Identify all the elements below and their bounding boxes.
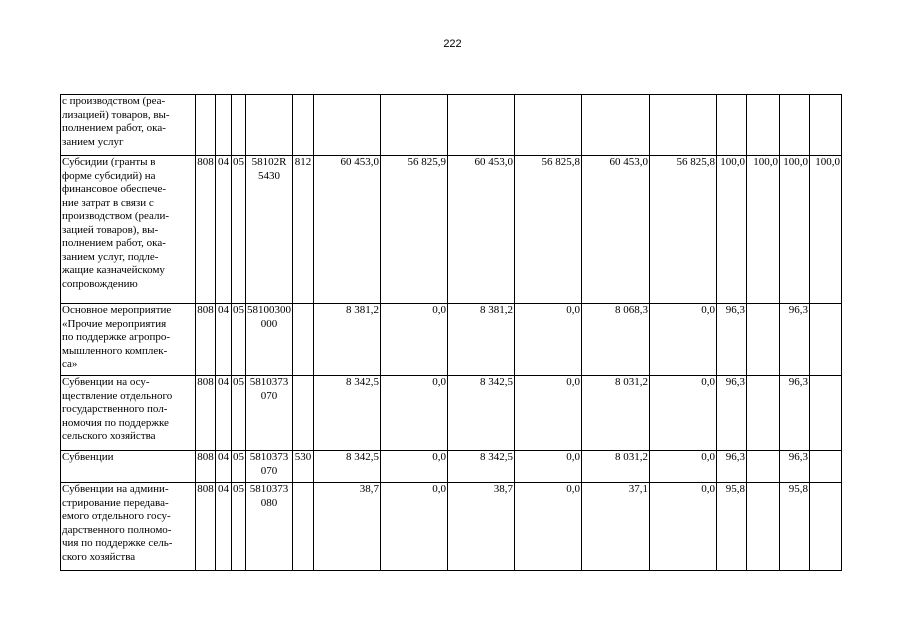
percent-cell	[747, 376, 780, 451]
section-code: 04	[216, 451, 232, 483]
value-cell: 8 031,2	[582, 451, 650, 483]
percent-cell: 96,3	[780, 376, 810, 451]
grbs-code: 808	[196, 483, 216, 571]
grbs-code	[196, 95, 216, 156]
value-cell: 0,0	[515, 451, 582, 483]
section-code: 04	[216, 483, 232, 571]
target-article-code: 5810373 070	[246, 376, 293, 451]
section-code: 04	[216, 376, 232, 451]
value-cell: 0,0	[515, 304, 582, 376]
percent-cell: 100,0	[810, 156, 842, 304]
value-cell: 0,0	[650, 451, 717, 483]
row-name: с производством (реа- лизацией) товаров, вы- полнением работ, ока- занием услуг	[61, 95, 196, 156]
row-name: Субсидии (гранты в форме субсидий) на финансовое обеспече- ние затрат в связи с производством (реали- зацией товаров), вы- полнением работ, ока- занием услуг, подле- жащие казначейскому сопровождению	[61, 156, 196, 304]
value-cell: 8 031,2	[582, 376, 650, 451]
value-cell: 38,7	[314, 483, 381, 571]
grbs-code: 808	[196, 304, 216, 376]
table-row	[61, 95, 842, 156]
percent-cell	[810, 483, 842, 571]
value-cell: 0,0	[515, 376, 582, 451]
value-cell: 60 453,0	[314, 156, 381, 304]
subsection-code: 05	[232, 451, 246, 483]
value-cell: 8 342,5	[448, 451, 515, 483]
section-code: 04	[216, 304, 232, 376]
budget-table	[60, 94, 842, 571]
value-cell: 0,0	[381, 451, 448, 483]
table-row	[61, 376, 842, 451]
percent-cell	[810, 304, 842, 376]
value-cell	[515, 95, 582, 156]
expense-type-code	[293, 95, 314, 156]
expense-type-code	[293, 304, 314, 376]
value-cell: 0,0	[650, 483, 717, 571]
value-cell: 0,0	[650, 376, 717, 451]
value-cell	[448, 95, 515, 156]
page-number: 222	[443, 38, 462, 50]
row-name: Субвенции	[61, 451, 196, 483]
percent-cell	[747, 304, 780, 376]
percent-cell: 96,3	[717, 304, 747, 376]
percent-cell: 100,0	[780, 156, 810, 304]
target-article-code: 58102R 5430	[246, 156, 293, 304]
percent-cell	[810, 451, 842, 483]
subsection-code	[232, 95, 246, 156]
percent-cell	[810, 95, 842, 156]
value-cell: 8 381,2	[314, 304, 381, 376]
expense-type-code: 530	[293, 451, 314, 483]
row-name: Основное мероприятие «Прочие мероприятия по поддержке агропро- мышленного комплек- са»	[61, 304, 196, 376]
value-cell: 37,1	[582, 483, 650, 571]
row-name: Субвенции на админи- стрирование передава- емого отдельного госу- дарственного полномо- чия по поддержке сель- ского хозяйства	[61, 483, 196, 571]
grbs-code: 808	[196, 451, 216, 483]
subsection-code: 05	[232, 376, 246, 451]
expense-type-code: 812	[293, 156, 314, 304]
percent-cell: 95,8	[780, 483, 810, 571]
grbs-code: 808	[196, 156, 216, 304]
value-cell	[381, 95, 448, 156]
percent-cell: 96,3	[717, 451, 747, 483]
percent-cell	[810, 376, 842, 451]
value-cell: 56 825,8	[650, 156, 717, 304]
value-cell: 0,0	[515, 483, 582, 571]
value-cell: 8 342,5	[314, 451, 381, 483]
target-article-code: 5810373 070	[246, 451, 293, 483]
expense-type-code	[293, 483, 314, 571]
subsection-code: 05	[232, 156, 246, 304]
table-row	[61, 156, 842, 304]
percent-cell: 96,3	[717, 376, 747, 451]
row-name: Субвенции на осу- ществление отдельного государственного пол- номочия по поддержке сельского хозяйства	[61, 376, 196, 451]
expense-type-code	[293, 376, 314, 451]
percent-cell: 95,8	[717, 483, 747, 571]
value-cell	[314, 95, 381, 156]
percent-cell: 96,3	[780, 451, 810, 483]
section-code	[216, 95, 232, 156]
percent-cell	[747, 451, 780, 483]
value-cell: 0,0	[381, 483, 448, 571]
value-cell: 60 453,0	[448, 156, 515, 304]
value-cell: 56 825,8	[515, 156, 582, 304]
percent-cell: 100,0	[717, 156, 747, 304]
value-cell: 38,7	[448, 483, 515, 571]
value-cell	[582, 95, 650, 156]
value-cell: 8 342,5	[314, 376, 381, 451]
percent-cell: 96,3	[780, 304, 810, 376]
percent-cell: 100,0	[747, 156, 780, 304]
value-cell: 0,0	[381, 376, 448, 451]
value-cell	[650, 95, 717, 156]
value-cell: 0,0	[381, 304, 448, 376]
target-article-code	[246, 95, 293, 156]
table-row	[61, 483, 842, 571]
subsection-code: 05	[232, 483, 246, 571]
value-cell: 56 825,9	[381, 156, 448, 304]
value-cell: 8 342,5	[448, 376, 515, 451]
percent-cell	[747, 483, 780, 571]
subsection-code: 05	[232, 304, 246, 376]
section-code: 04	[216, 156, 232, 304]
value-cell: 8 381,2	[448, 304, 515, 376]
value-cell: 60 453,0	[582, 156, 650, 304]
value-cell: 0,0	[650, 304, 717, 376]
percent-cell	[780, 95, 810, 156]
grbs-code: 808	[196, 376, 216, 451]
table-row	[61, 304, 842, 376]
value-cell: 8 068,3	[582, 304, 650, 376]
table-row	[61, 451, 842, 483]
target-article-code: 58100300 000	[246, 304, 293, 376]
percent-cell	[747, 95, 780, 156]
percent-cell	[717, 95, 747, 156]
target-article-code: 5810373 080	[246, 483, 293, 571]
